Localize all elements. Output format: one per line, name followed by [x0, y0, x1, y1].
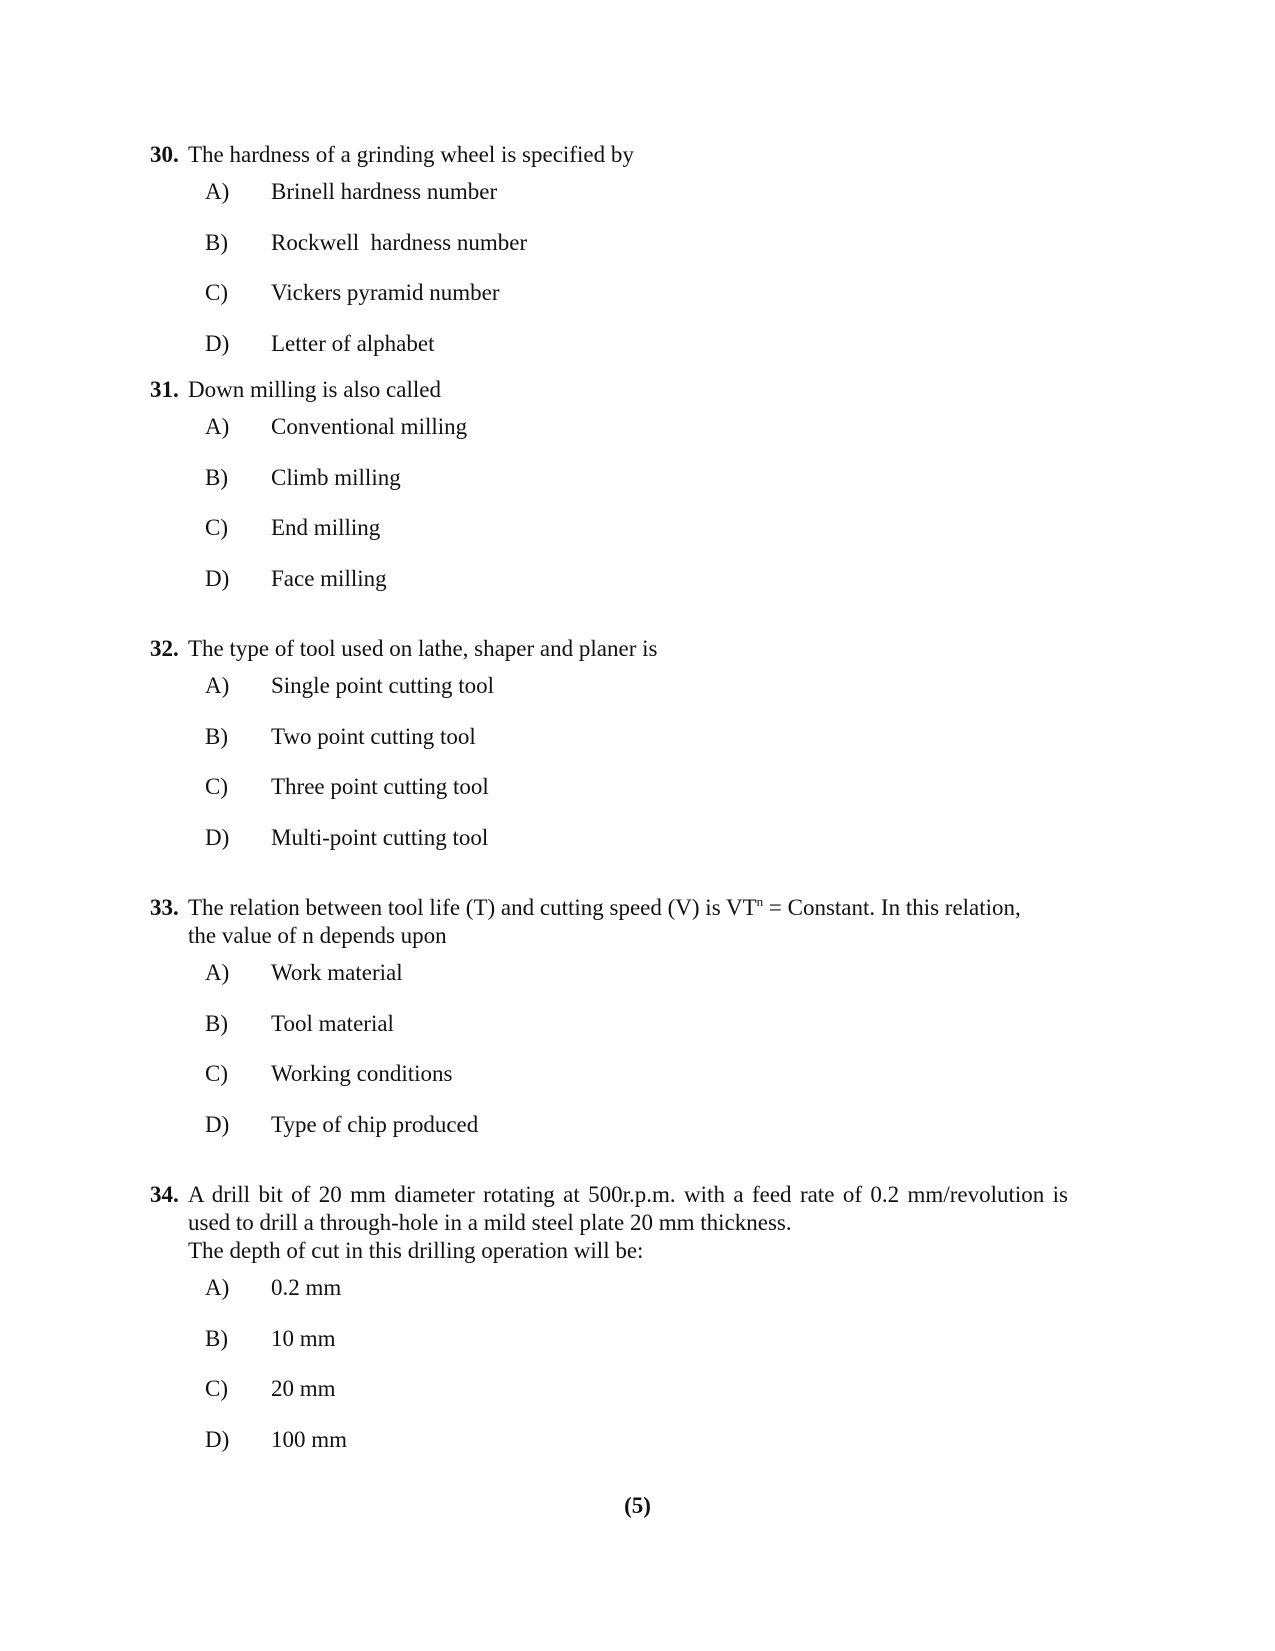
- option-letter: C): [205, 1061, 228, 1086]
- question-number: 32.: [150, 636, 179, 661]
- option-letter: C): [205, 1376, 228, 1401]
- option-text: Conventional milling: [271, 414, 468, 439]
- question-33: [150, 894, 1050, 1152]
- question-number: 33.: [150, 895, 179, 920]
- option-b: [150, 1316, 1050, 1367]
- question-text-continued: The depth of cut in this drilling operation will be:: [188, 1238, 644, 1263]
- option-text: Vickers pyramid number: [271, 280, 500, 305]
- page-number: (5): [624, 1493, 651, 1518]
- option-b: [150, 1001, 1050, 1052]
- option-text: 100 mm: [271, 1426, 348, 1452]
- option-letter: B): [205, 1010, 228, 1036]
- option-c: [150, 270, 1050, 321]
- question-32: [150, 635, 1050, 865]
- question-stem: [150, 141, 1050, 169]
- option-b: [150, 455, 1050, 506]
- option-letter: C): [205, 280, 228, 305]
- option-b: [150, 714, 1050, 765]
- option-text: Face milling: [271, 565, 387, 591]
- option-text: 20 mm: [271, 1376, 336, 1401]
- option-text: Brinell hardness number: [271, 179, 498, 204]
- question-text: [188, 894, 1050, 950]
- option-a: [150, 404, 1050, 455]
- option-a: [150, 1265, 1050, 1316]
- question-number: 34.: [150, 1182, 179, 1207]
- option-text: Tool material: [271, 1010, 394, 1036]
- option-letter: A): [205, 414, 230, 439]
- option-list: [150, 950, 1050, 1152]
- option-text: End milling: [271, 515, 381, 540]
- option-letter: D): [205, 1426, 230, 1452]
- option-d: [150, 1417, 1050, 1468]
- question-stem: [150, 635, 1050, 663]
- option-text: Multi-point cutting tool: [271, 824, 489, 850]
- option-letter: A): [205, 673, 230, 698]
- option-text: 10 mm: [271, 1325, 336, 1351]
- option-b: [150, 220, 1050, 271]
- option-d: [150, 556, 1050, 607]
- option-letter: C): [205, 774, 228, 799]
- question-text: The hardness of a grinding wheel is specified by: [188, 142, 634, 167]
- question-text: Down milling is also called: [188, 377, 441, 402]
- option-text: Rockwell hardness number: [271, 229, 528, 255]
- option-letter: B): [205, 464, 228, 490]
- option-d: [150, 321, 1050, 372]
- option-text: Type of chip produced: [271, 1111, 479, 1137]
- question-text-part: = Constant. In this relation, the value of n depends upon: [188, 895, 1021, 948]
- option-list: [150, 169, 1050, 371]
- question-31: [150, 376, 1050, 606]
- question-stem: [150, 376, 1050, 404]
- option-text: Two point cutting tool: [271, 723, 476, 749]
- question-number: 30.: [150, 142, 179, 167]
- option-d: [150, 815, 1050, 866]
- option-letter: C): [205, 515, 228, 540]
- option-a: [150, 950, 1050, 1001]
- option-letter: D): [205, 1111, 230, 1137]
- option-letter: A): [205, 179, 230, 204]
- option-text: 0.2 mm: [271, 1275, 342, 1300]
- option-letter: D): [205, 565, 230, 591]
- question-text: A drill bit of 20 mm diameter rotating at 500r.p.m. with a feed rate of 0.2 mm/revolution is used to drill a through-hole in a mild steel plate 20 mm thickness.: [188, 1182, 1068, 1235]
- question-number: 31.: [150, 377, 179, 402]
- option-letter: A): [205, 960, 230, 985]
- option-text: Climb milling: [271, 464, 401, 490]
- option-list: [150, 404, 1050, 606]
- option-text: Single point cutting tool: [271, 673, 494, 698]
- option-a: [150, 169, 1050, 220]
- option-letter: B): [205, 1325, 228, 1351]
- option-letter: D): [205, 824, 230, 850]
- question-30: [150, 141, 1050, 371]
- option-letter: D): [205, 330, 230, 356]
- option-c: [150, 764, 1050, 815]
- option-text: Letter of alphabet: [271, 330, 435, 356]
- exponent: n: [756, 894, 764, 909]
- option-text: Work material: [271, 960, 403, 985]
- option-d: [150, 1102, 1050, 1153]
- option-list: [150, 1265, 1050, 1467]
- question-text: The type of tool used on lathe, shaper and planer is: [188, 636, 658, 661]
- question-stem: [150, 1181, 1068, 1265]
- option-text: Working conditions: [271, 1061, 453, 1086]
- option-letter: B): [205, 229, 228, 255]
- option-letter: B): [205, 723, 228, 749]
- option-list: [150, 663, 1050, 865]
- option-c: [150, 1051, 1050, 1102]
- question-stem: [150, 894, 1050, 950]
- option-c: [150, 1366, 1050, 1417]
- question-34: [150, 1181, 1068, 1467]
- option-letter: A): [205, 1275, 230, 1300]
- option-c: [150, 505, 1050, 556]
- option-text: Three point cutting tool: [271, 774, 489, 799]
- question-text-part: The relation between tool life (T) and cutting speed (V) is VT: [188, 895, 757, 920]
- option-a: [150, 663, 1050, 714]
